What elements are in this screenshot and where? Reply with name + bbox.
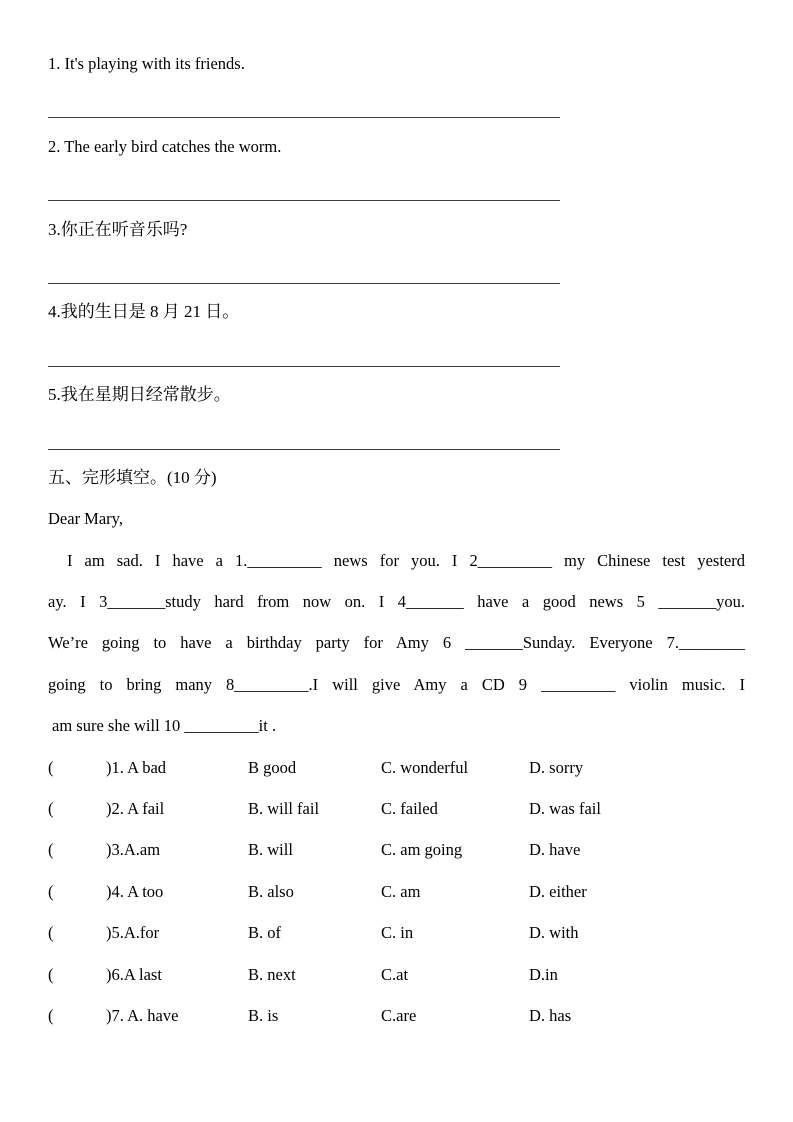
option-c: C. failed bbox=[381, 799, 438, 819]
option-a: )1. A bad bbox=[106, 757, 167, 777]
translation-sentence-2: 2. The early bird catches the worm. bbox=[48, 136, 282, 156]
answer-bracket: ( bbox=[48, 757, 54, 777]
option-b: B. next bbox=[248, 964, 296, 984]
option-d: D. has bbox=[529, 1005, 572, 1025]
answer-blank-rule bbox=[48, 333, 560, 367]
answer-line-5 bbox=[48, 416, 745, 457]
option-b: B. of bbox=[248, 923, 281, 943]
option-d: D.in bbox=[529, 964, 558, 984]
passage-line-2: ay. I 3_______study hard from now on. I 4_______ have a good news 5 _______you. bbox=[48, 592, 745, 612]
passage-line-4: going to bring many 8_________.I will give Amy a CD 9 _________ violin music. I bbox=[48, 674, 745, 694]
answer-bracket: ( bbox=[48, 923, 54, 943]
answer-bracket: ( bbox=[48, 881, 54, 901]
answer-line-1 bbox=[48, 84, 745, 125]
option-c: C. in bbox=[381, 923, 414, 943]
option-a: )3.A.am bbox=[106, 840, 161, 860]
option-c: C.are bbox=[381, 1005, 417, 1025]
question-row-2 bbox=[48, 788, 745, 829]
section-heading: 五、完形填空。(10 分) bbox=[48, 467, 217, 487]
translation-sentence-1: 1. It's playing with its friends. bbox=[48, 54, 245, 73]
option-d: D. have bbox=[529, 840, 581, 860]
answer-blank-rule bbox=[48, 250, 560, 284]
option-c: C. am bbox=[381, 881, 421, 901]
passage-line-1: I am sad. I have a 1._________ news for you. I 2_________ my Chinese test yesterd bbox=[67, 550, 745, 570]
option-a: )5.A.for bbox=[106, 923, 160, 943]
answer-blank-rule bbox=[48, 84, 560, 118]
answer-line-4 bbox=[48, 333, 745, 374]
answer-bracket: ( bbox=[48, 964, 54, 984]
letter-salutation: Dear Mary, bbox=[48, 509, 123, 529]
translation-sentence-5: 5.我在星期日经常散步。 bbox=[48, 385, 231, 405]
question-row-6 bbox=[48, 954, 745, 995]
translation-sentence-3: 3.你正在听音乐吗? bbox=[48, 219, 188, 239]
translation-sentence-4: 4.我的生日是 8 月 21 日。 bbox=[48, 302, 240, 322]
option-a: )2. A fail bbox=[106, 799, 165, 819]
question-row-7 bbox=[48, 995, 745, 1036]
option-a: )7. A. have bbox=[106, 1005, 179, 1025]
option-b: B. also bbox=[248, 881, 294, 901]
answer-blank-rule bbox=[48, 167, 560, 201]
option-c: C. wonderful bbox=[381, 757, 469, 777]
option-b: B. will fail bbox=[248, 799, 320, 819]
question-row-3 bbox=[48, 829, 745, 870]
answer-blank-rule bbox=[48, 416, 560, 450]
option-b: B. will bbox=[248, 840, 293, 860]
passage-line-3: We’re going to have a birthday party for Amy 6 _______Sunday. Everyone 7.________ bbox=[48, 633, 745, 653]
option-c: C. am going bbox=[381, 840, 463, 860]
answer-bracket: ( bbox=[48, 840, 54, 860]
question-row-4 bbox=[48, 871, 745, 912]
answer-bracket: ( bbox=[48, 1005, 54, 1025]
question-row-5 bbox=[48, 912, 745, 953]
option-d: D. either bbox=[529, 881, 587, 901]
option-d: D. with bbox=[529, 923, 579, 943]
answer-line-2 bbox=[48, 167, 745, 208]
option-b: B. is bbox=[248, 1005, 279, 1025]
option-a: )6.A last bbox=[106, 964, 162, 984]
option-c: C.at bbox=[381, 964, 409, 984]
answer-line-3 bbox=[48, 250, 745, 291]
answer-bracket: ( bbox=[48, 799, 54, 819]
option-d: D. was fail bbox=[529, 799, 601, 819]
question-row-1 bbox=[48, 747, 745, 788]
passage-line-5: am sure she will 10 _________it . bbox=[52, 716, 277, 736]
option-d: D. sorry bbox=[529, 757, 584, 777]
option-b: B good bbox=[248, 757, 297, 777]
option-a: )4. A too bbox=[106, 881, 164, 901]
